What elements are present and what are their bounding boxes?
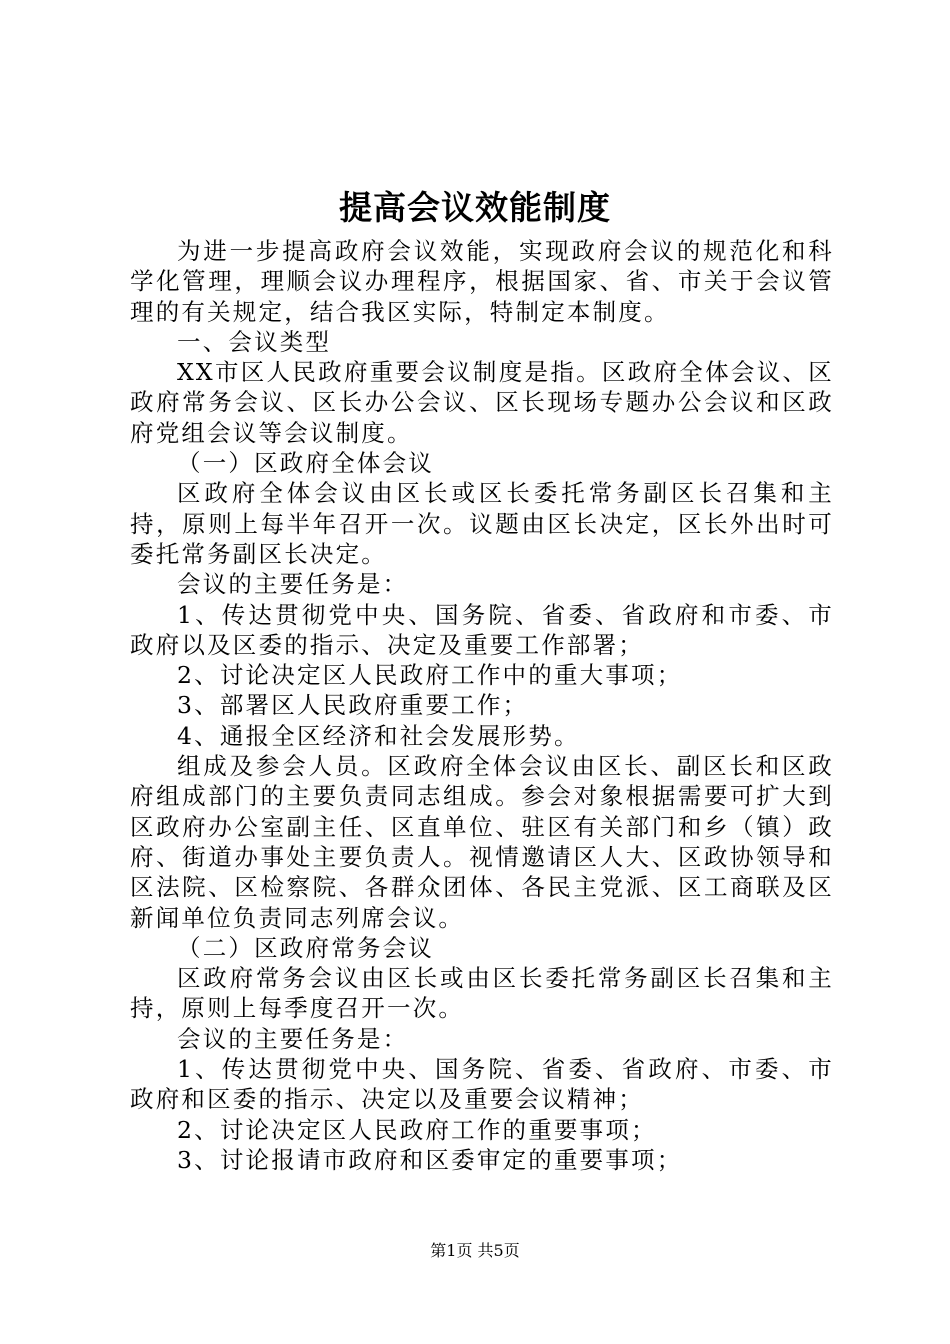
executive-task-item: 2、讨论决定区人民政府工作的重要事项；: [177, 1115, 657, 1144]
executive-convening-paragraph: 区政府常务会议由区长或由区长委托常务副区长召集和主持，原则上每季度召开一次。: [130, 964, 834, 1023]
plenary-tasks-heading: 会议的主要任务是：: [177, 570, 409, 599]
document-title: 提高会议效能制度: [339, 188, 611, 227]
executive-task-item: 3、讨论报请市政府和区委审定的重要事项；: [177, 1145, 683, 1174]
plenary-task-item: 4、通报全区经济和社会发展形势。: [177, 721, 580, 750]
subsection-heading-executive: （二）区政府常务会议: [177, 933, 434, 962]
page-number-footer: 第1页 共5页: [430, 1241, 520, 1260]
plenary-convening-paragraph: 区政府全体会议由区长或区长委托常务副区长召集和主持，原则上每半年召开一次。议题由区长决定，区长外出时可委托常务副区长决定。: [130, 479, 834, 568]
executive-tasks-heading: 会议的主要任务是：: [177, 1024, 409, 1053]
subsection-heading-plenary: （一）区政府全体会议: [177, 449, 434, 478]
executive-task-item: 1、传达贯彻党中央、国务院、省委、省政府、市委、市政府和区委的指示、决定以及重要会议精神；: [130, 1055, 834, 1114]
plenary-members-paragraph: 组成及参会人员。区政府全体会议由区长、副区长和区政府组成部门的主要负责同志组成。参会对象根据需要可扩大到区政府办公室副主任、区直单位、驻区有关部门和乡（镇）政府、街道办事处主要负责人。视情邀请区人大、区政协领导和区法院、区检察院、各群众团体、各民主党派、区工商联及区新闻单位负责同志列席会议。: [130, 752, 834, 932]
intro-paragraph: 为进一步提高政府会议效能，实现政府会议的规范化和科学化管理，理顺会议办理程序，根据国家、省、市关于会议管理的有关规定，结合我区实际，特制定本制度。: [130, 237, 834, 326]
plenary-task-item: 3、部署区人民政府重要工作；: [177, 691, 529, 720]
section-heading-meeting-types: 一、会议类型: [177, 327, 332, 356]
plenary-task-item: 2、讨论决定区人民政府工作中的重大事项；: [177, 661, 683, 690]
document-body: [130, 236, 834, 1175]
meeting-system-paragraph: XX市区人民政府重要会议制度是指。区政府全体会议、区政府常务会议、区长办公会议、区长现场专题办公会议和区政府党组会议等会议制度。: [130, 358, 834, 447]
plenary-task-item: 1、传达贯彻党中央、国务院、省委、省政府和市委、市政府以及区委的指示、决定及重要工作部署；: [130, 600, 834, 659]
